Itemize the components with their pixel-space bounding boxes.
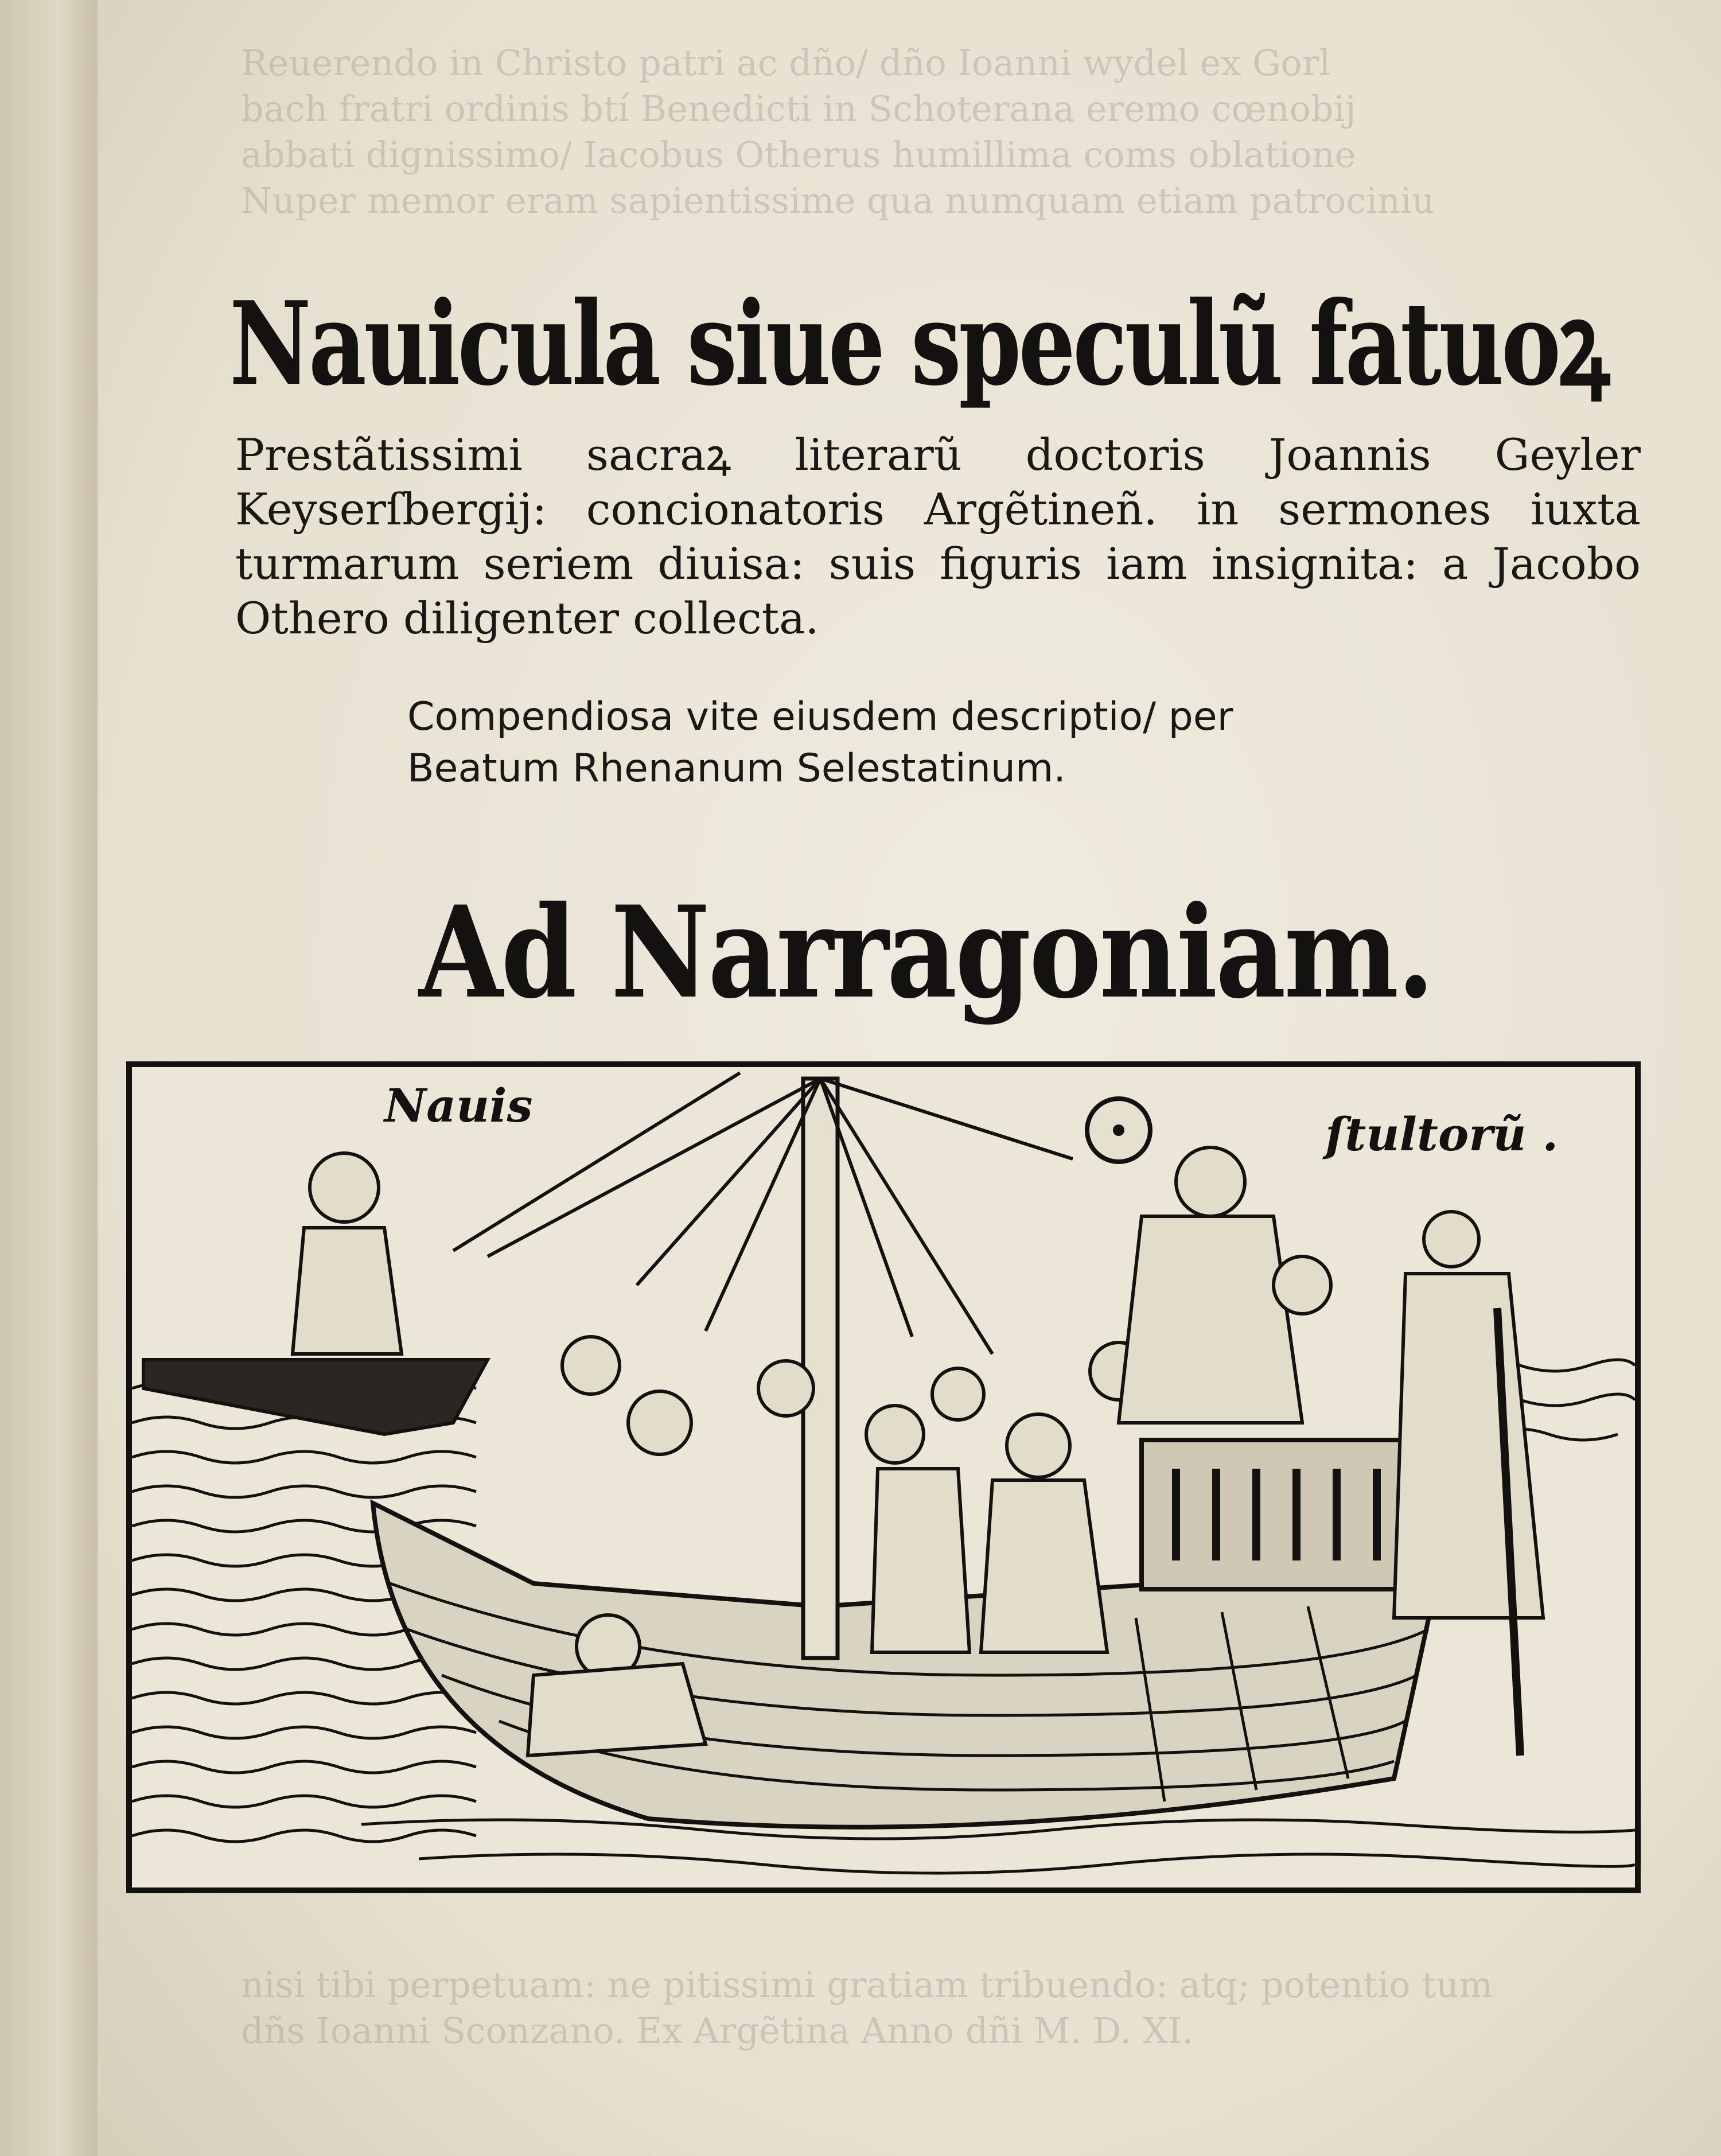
- bleed-line: bach fratri ordinis btí Benedicti in Schoterana eremo cœnobij: [241, 88, 1356, 130]
- book-page: [98, 0, 1721, 2156]
- bleed-line: Nuper memor eram sapientissime qua numquam etiam patrociniu: [241, 180, 1435, 221]
- stern-castle: [1142, 1440, 1405, 1589]
- compendium-line: Beatum Rhenanum Selestatinum.: [407, 746, 1066, 791]
- page-title: Nauicula siue speculũ fatuoꝝ: [229, 277, 1607, 411]
- bleed-line: Reuerendo in Christo patri ac dño/ dño Ioanni wydel ex Gorl: [241, 42, 1331, 84]
- ship-platform: [143, 1360, 488, 1434]
- bleed-through-text-bottom: [241, 1962, 1675, 2054]
- bleed-line: nisi tibi perpetuam: ne pitissimi gratiam tribuendo: atq; potentio tum: [241, 1964, 1493, 2006]
- compendium-line: Compendiosa vite eiusdem descriptio/ per: [407, 694, 1233, 740]
- bleed-line: dñs Ioanni Sconzano. Ex Argẽtina Anno dñi M. D. XI.: [241, 2010, 1194, 2052]
- book-spine: [0, 0, 98, 2156]
- banner-label-left: Nauis: [384, 1079, 533, 1133]
- banner-label-right: ſtultorũ .: [1325, 1107, 1559, 1161]
- compendium-note: [407, 691, 1440, 795]
- title-subtitle: Prestãtissimi sacraꝝ literarũ doctoris Joannis Geyler Keyserſbergij: concionatoris Argẽtineñ. in sermones iuxta turmarum seriem diuisa: suis figuris iam insignita: a Jacobo Othero diligenter collecta.: [235, 429, 1641, 644]
- bleed-through-text-top: [241, 40, 1675, 224]
- section-heading: Ad Narragoniam.: [419, 878, 1433, 1026]
- rigging: [453, 1073, 1073, 1354]
- ship-of-fools-woodcut: [126, 1061, 1641, 1893]
- woodcut-illustration: [132, 1067, 1635, 1888]
- bleed-line: abbati dignissimo/ Iacobus Otherus humillima coms oblatione: [241, 134, 1356, 176]
- ship-mast: [803, 1079, 838, 1658]
